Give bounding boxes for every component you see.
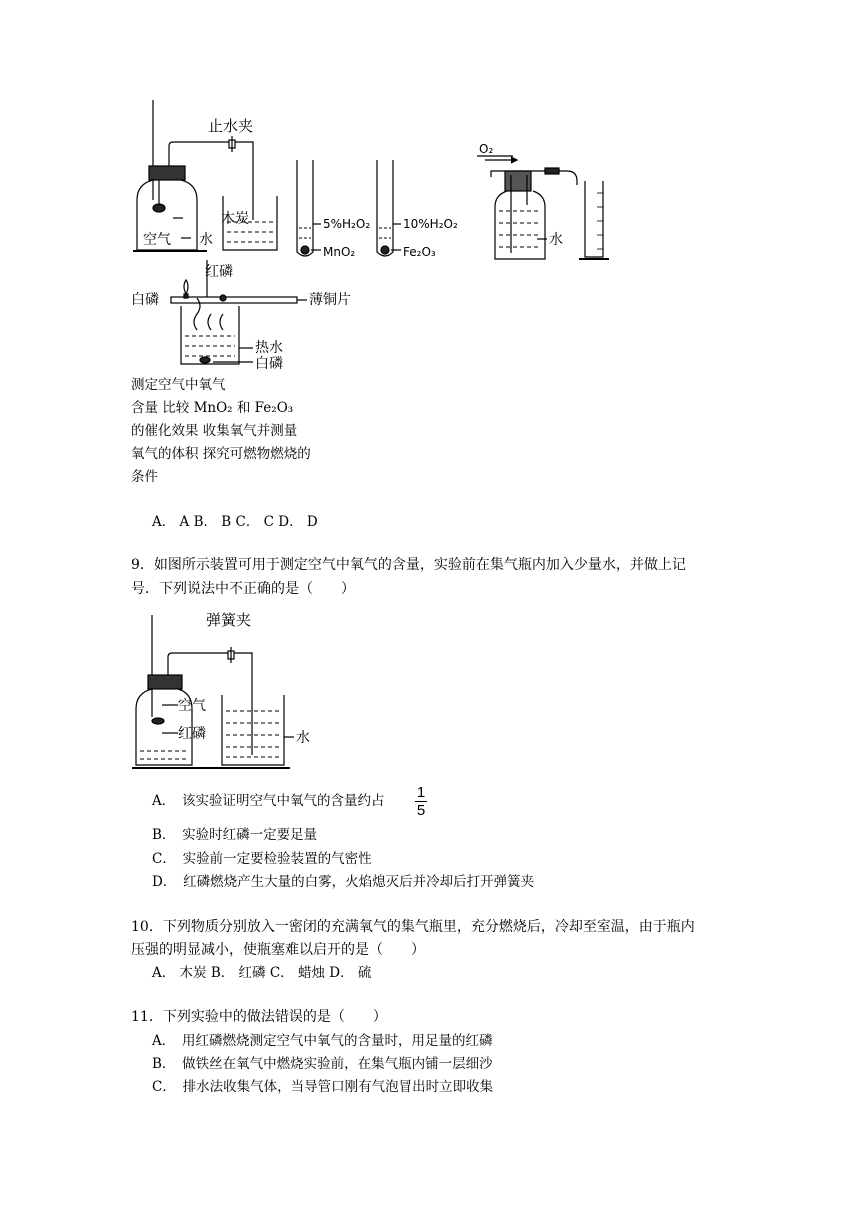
q9-fraction-numerator: 1 [416,784,426,801]
fig3-water-label: 水 [549,232,563,248]
fig1-water-label: 水 [199,232,213,248]
q8-caption-line-1: 测定空气中氧气 [131,377,226,393]
q9-figure [128,605,328,775]
fig2-h2o2-10-label: 10%H₂O₂ [403,217,458,231]
q9-fig-air-label: 空气 [178,698,206,714]
fig4-hot-water-label: 热水 [255,340,283,356]
q9-fig-water-label: 水 [296,730,310,746]
fig4-white-phosphorus-bottom-label: 白磷 [255,356,283,372]
fig4-white-phosphorus-left-label: 白磷 [131,292,159,308]
fig1-clamp-label: 止水夹 [208,117,254,135]
q8-caption-line-3: 的催化效果 收集氧气并测量 [131,423,298,439]
q9-stem-line-2: 号．下列说法中不正确的是（ ） [131,581,355,597]
fig4-copper-label: 薄铜片 [309,292,351,308]
q9-fraction-denominator: 5 [416,802,426,819]
q8-options: A． A B． B C． C D． D [152,514,318,530]
q11-option-a: A． 用红磷燃烧测定空气中氧气的含量时，用足量的红磷 [152,1033,493,1049]
fig4-red-phosphorus-label: 红磷 [205,264,233,280]
q8-caption-line-2: 含量 比较 MnO₂ 和 Fe₂O₃ [131,400,294,416]
q11-option-c: C． 排水法收集气体，当导管口刚有气泡冒出时立即收集 [152,1079,494,1095]
q9-option-c: C． 实验前一定要检验装置的气密性 [152,851,372,867]
q10-stem-line-1: 10．下列物质分别放入一密闭的充满氧气的集气瓶里，充分燃烧后，冷却至室温，由于瓶内 [131,919,695,935]
fig3-o2-label: O₂ [479,142,494,156]
q11-option-b: B． 做铁丝在氧气中燃烧实验前，在集气瓶内铺一层细沙 [152,1056,493,1072]
q9-option-d: D． 红磷燃烧产生大量的白雾，火焰熄灭后并冷却后打开弹簧夹 [152,874,535,890]
q9-stem-line-1: 9．如图所示装置可用于测定空气中氧气的含量，实验前在集气瓶内加入少量水，并做上记 [131,557,686,573]
fig1-charcoal-label: 木炭 [221,211,249,227]
q8-caption-line-5: 条件 [131,469,158,485]
fig2-fe2o3-label: Fe₂O₃ [403,245,436,259]
q9-fig-clamp-label: 弹簧夹 [206,611,252,629]
fig2-mno2-label: MnO₂ [323,245,356,259]
q9-option-b: B． 实验时红磷一定要足量 [152,827,318,843]
q9-fig-red-phosphorus-label: 红磷 [178,726,206,742]
fig2-h2o2-5-label: 5%H₂O₂ [323,217,371,231]
q8-fig3-collection [475,135,615,265]
fig1-air-label: 空气 [143,232,171,248]
q9-option-a: A． 该实验证明空气中氧气的含量约占 [152,793,385,809]
q8-caption-line-4: 氧气的体积 探究可燃物燃烧的 [131,446,311,462]
q10-stem-line-2: 压强的明显减小，使瓶塞难以启开的是（ ） [131,942,425,958]
q8-figures [125,100,515,385]
q10-options: A． 木炭 B． 红磷 C． 蜡烛 D． 硫 [152,965,372,981]
q11-stem: 11．下列实验中的做法错误的是（ ） [131,1009,387,1025]
